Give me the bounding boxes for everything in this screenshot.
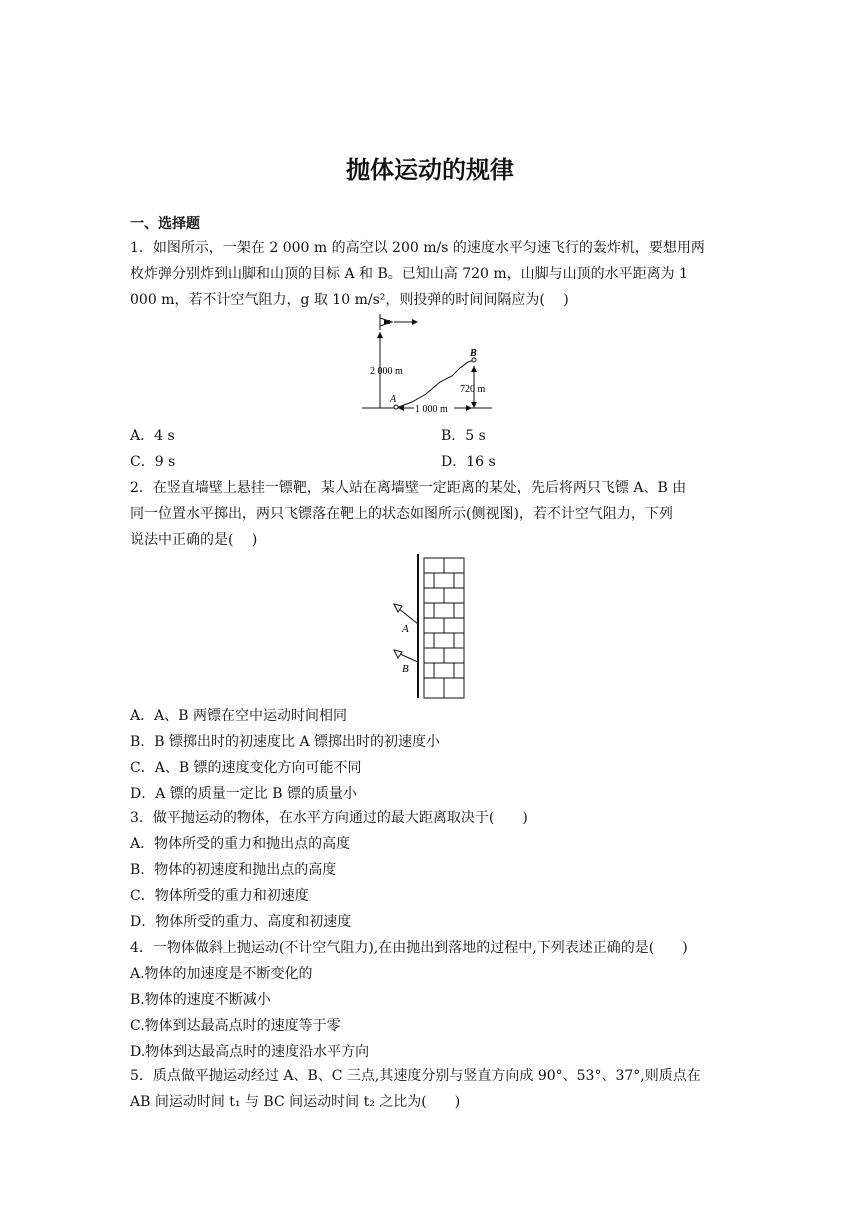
q3-stem: 3．做平抛运动的物体，在水平方向通过的最大距离取决于( ) (130, 810, 528, 826)
q1-option-c[interactable]: C．9 s (130, 454, 176, 470)
q3-option-d[interactable]: D．物体所受的重力、高度和初速度 (130, 914, 352, 930)
q2-option-a[interactable]: A．A、B 两镖在空中运动时间相同 (130, 708, 347, 724)
dart-a-label: A (402, 623, 409, 635)
q1-text-line: 1．如图所示，一架在 2 000 m 的高空以 200 m/s 的速度水平匀速飞行的轰炸机，要想用两 (130, 240, 705, 256)
q4-option-b[interactable]: B.物体的速度不断减小 (130, 992, 271, 1008)
q2-option-b[interactable]: B．B 镖掷出时的初速度比 A 镖掷出时的初速度小 (130, 734, 441, 750)
q4-stem: 4．一物体做斜上抛运动(不计空气阻力),在由抛出到落地的过程中,下列表述正确的是( ) (130, 940, 688, 956)
bomber-plane-icon (380, 314, 392, 330)
target-a-label: A (390, 394, 397, 405)
mountain-height-label: 720 m (460, 384, 486, 395)
q1-option-d[interactable]: D．16 s (441, 454, 496, 470)
q2-text-line: 2．在竖直墙壁上悬挂一镖靶，某人站在离墙壁一定距离的某处，先后将两只飞镖 A、B 由 (130, 480, 687, 496)
dart-b-label: B (402, 663, 409, 675)
q1-bomber-figure (360, 310, 500, 420)
q3-option-b[interactable]: B．物体的初速度和抛出点的高度 (130, 862, 337, 878)
target-a-marker (394, 405, 398, 409)
q2-option-d[interactable]: D．A 镖的质量一定比 B 镖的质量小 (130, 786, 357, 802)
q4-option-c[interactable]: C.物体到达最高点时的速度等于零 (130, 1018, 341, 1034)
target-b-label: B (470, 348, 477, 359)
q4-option-d[interactable]: D.物体到达最高点时的速度沿水平方向 (130, 1044, 370, 1060)
height-label: 2 000 m (370, 366, 403, 377)
q5-text-line: AB 间运动时间 t₁ 与 BC 间运动时间 t₂ 之比为( ) (130, 1094, 461, 1110)
dart-a-icon (394, 604, 418, 624)
q2-dart-wall-figure (380, 550, 480, 702)
distance-label: 1 000 m (415, 404, 448, 415)
q1-text-line: 000 m，若不计空气阻力，g 取 10 m/s²，则投弹的时间间隔应为( ) (130, 292, 569, 308)
q5-text-line: 5．质点做平抛运动经过 A、B、C 三点,其速度分别与竖直方向成 90°、53°、37°,则质点在 (130, 1068, 701, 1084)
q2-text-line: 说法中正确的是( ) (130, 532, 258, 548)
page-title: 抛体运动的规律 (346, 156, 514, 184)
dart-b-icon (394, 650, 418, 662)
q1-text-line: 枚炸弹分别炸到山脚和山顶的目标 A 和 B。已知山高 720 m，山脚与山顶的水平距离为 1 (130, 266, 689, 282)
q3-option-c[interactable]: C．物体所受的重力和初速度 (130, 888, 309, 904)
q2-option-c[interactable]: C．A、B 镖的速度变化方向可能不同 (130, 760, 362, 776)
q1-option-b[interactable]: B．5 s (441, 428, 486, 444)
q2-text-line: 同一位置水平掷出，两只飞镖落在靶上的状态如图所示(侧视图)，若不计空气阻力，下列 (130, 506, 673, 522)
brick-wall (424, 558, 464, 698)
section-heading: 一、选择题 (130, 216, 200, 232)
q1-option-a[interactable]: A．4 s (130, 428, 175, 444)
q3-option-a[interactable]: A．物体所受的重力和抛出点的高度 (130, 836, 351, 852)
q4-option-a[interactable]: A.物体的加速度是不断变化的 (130, 966, 313, 982)
